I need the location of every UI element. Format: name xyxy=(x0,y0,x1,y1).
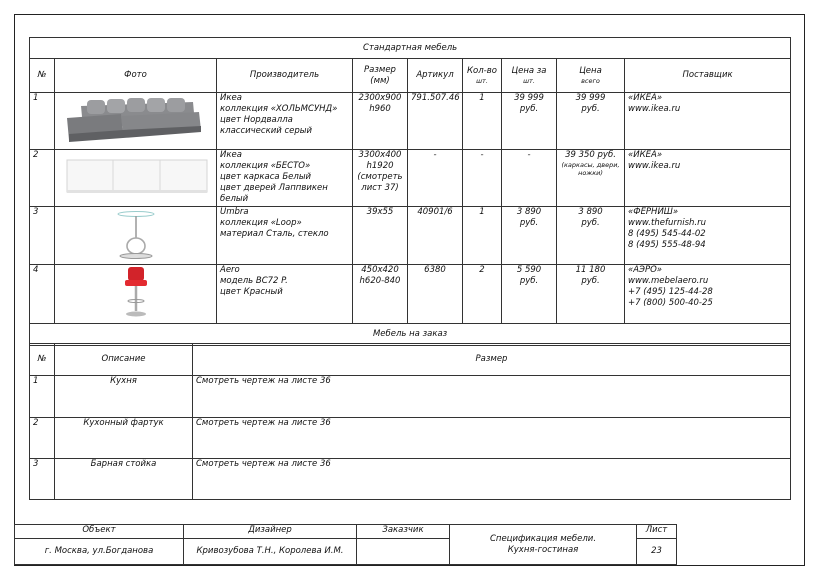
row-qty: 1 xyxy=(463,93,502,150)
row-num: 4 xyxy=(30,265,55,324)
row-article: - xyxy=(408,150,463,207)
custom-row-size: Смотреть чертеж на листе 36 xyxy=(193,459,791,500)
bar-stool-photo xyxy=(116,265,156,319)
custom-row-num: 1 xyxy=(30,376,55,418)
row-price-total: 39 350 руб. (каркасы, двери, ножки) xyxy=(557,150,625,207)
custom-header-num: № xyxy=(30,344,55,376)
title-block xyxy=(14,524,677,565)
custom-furniture-table xyxy=(29,343,791,500)
row-price-total: 11 180 руб. xyxy=(557,265,625,324)
sofa-photo xyxy=(61,94,211,144)
custom-row-num: 3 xyxy=(30,459,55,500)
header-size: Размер (мм) xyxy=(353,59,408,93)
custom-section-title: Мебель на заказ xyxy=(30,324,791,346)
table-row xyxy=(30,207,791,265)
custom-row-desc: Барная стойка xyxy=(55,459,193,500)
header-supplier: Поставщик xyxy=(625,59,791,93)
row-size: 450х420 h620-840 xyxy=(353,265,408,324)
stamp-sheet-label: Лист xyxy=(637,525,677,539)
standard-furniture-table xyxy=(29,37,791,346)
row-price-total: 3 890 руб. xyxy=(557,207,625,265)
table-row xyxy=(30,93,791,150)
stamp-object-value: г. Москва, ул.Богданова xyxy=(15,539,184,565)
stamp-designer-value: Кривозубова Т.Н., Королева И.М. xyxy=(184,539,357,565)
custom-header-desc: Описание xyxy=(55,344,193,376)
row-size: 3300х400 h1920 (смотреть лист 37) xyxy=(353,150,408,207)
row-num: 3 xyxy=(30,207,55,265)
row-photo xyxy=(55,93,217,150)
stamp-object-label: Объект xyxy=(15,525,184,539)
header-num: № xyxy=(30,59,55,93)
table-row xyxy=(30,459,791,500)
row-article: 791.507.46 xyxy=(408,93,463,150)
table-row xyxy=(30,265,791,324)
custom-row-desc: Кухня xyxy=(55,376,193,418)
row-price-unit: 5 590 руб. xyxy=(502,265,557,324)
header-price-total: Цена всего xyxy=(557,59,625,93)
custom-row-desc: Кухонный фартук xyxy=(55,418,193,459)
row-price-unit: 3 890 руб. xyxy=(502,207,557,265)
row-supplier: «ИКЕА» www.ikea.ru xyxy=(625,93,791,150)
row-supplier: «ИКЕА» www.ikea.ru xyxy=(625,150,791,207)
table-row xyxy=(30,150,791,207)
header-price-unit: Цена за шт. xyxy=(502,59,557,93)
row-article: 40901/6 xyxy=(408,207,463,265)
row-price-unit: 39 999 руб. xyxy=(502,93,557,150)
glass-table-photo xyxy=(106,208,166,260)
stamp-client-value xyxy=(357,539,450,565)
row-maker: Umbra коллекция «Loop» материал Сталь, стекло xyxy=(217,207,353,265)
row-photo xyxy=(55,207,217,265)
stamp-designer-label: Дизайнер xyxy=(184,525,357,539)
header-maker: Производитель xyxy=(217,59,353,93)
row-qty: - xyxy=(463,150,502,207)
header-qty: Кол-во шт. xyxy=(463,59,502,93)
row-article: 6380 xyxy=(408,265,463,324)
row-size: 2300х900 h960 xyxy=(353,93,408,150)
stamp-client-label: Заказчик xyxy=(357,525,450,539)
table-row xyxy=(30,376,791,418)
row-maker: Икеа коллекция «ХОЛЬМСУНД» цвет Нордвалла классический серый xyxy=(217,93,353,150)
row-maker: Aero модель BC72 P. цвет Красный xyxy=(217,265,353,324)
row-photo xyxy=(55,265,217,324)
row-num: 2 xyxy=(30,150,55,207)
custom-row-num: 2 xyxy=(30,418,55,459)
row-qty: 2 xyxy=(463,265,502,324)
row-num: 1 xyxy=(30,93,55,150)
row-price-total: 39 999 руб. xyxy=(557,93,625,150)
custom-row-size: Смотреть чертеж на листе 36 xyxy=(193,376,791,418)
standard-section-title: Стандартная мебель xyxy=(30,38,791,59)
cabinet-photo xyxy=(61,154,211,198)
table-row xyxy=(30,418,791,459)
row-maker: Икеа коллекция «БЕСТО» цвет каркаса Белый цвет дверей Лаппвикен белый xyxy=(217,150,353,207)
stamp-sheet-number: 23 xyxy=(637,539,677,565)
custom-row-size: Смотреть чертеж на листе 36 xyxy=(193,418,791,459)
row-size: 39х55 xyxy=(353,207,408,265)
row-qty: 1 xyxy=(463,207,502,265)
header-article: Артикул xyxy=(408,59,463,93)
row-photo xyxy=(55,150,217,207)
header-photo: Фото xyxy=(55,59,217,93)
row-supplier: «АЭРО» www.mebelaero.ru +7 (495) 125-44-28 +7 (800) 500-40-25 xyxy=(625,265,791,324)
row-supplier: «ФЕРНИШ» www.thefurnish.ru 8 (495) 545-44-02 8 (495) 555-48-94 xyxy=(625,207,791,265)
stamp-sheet-title: Спецификация мебели. Кухня-гостиная xyxy=(450,525,637,565)
row-price-unit: - xyxy=(502,150,557,207)
custom-header-size: Размер xyxy=(193,344,791,376)
